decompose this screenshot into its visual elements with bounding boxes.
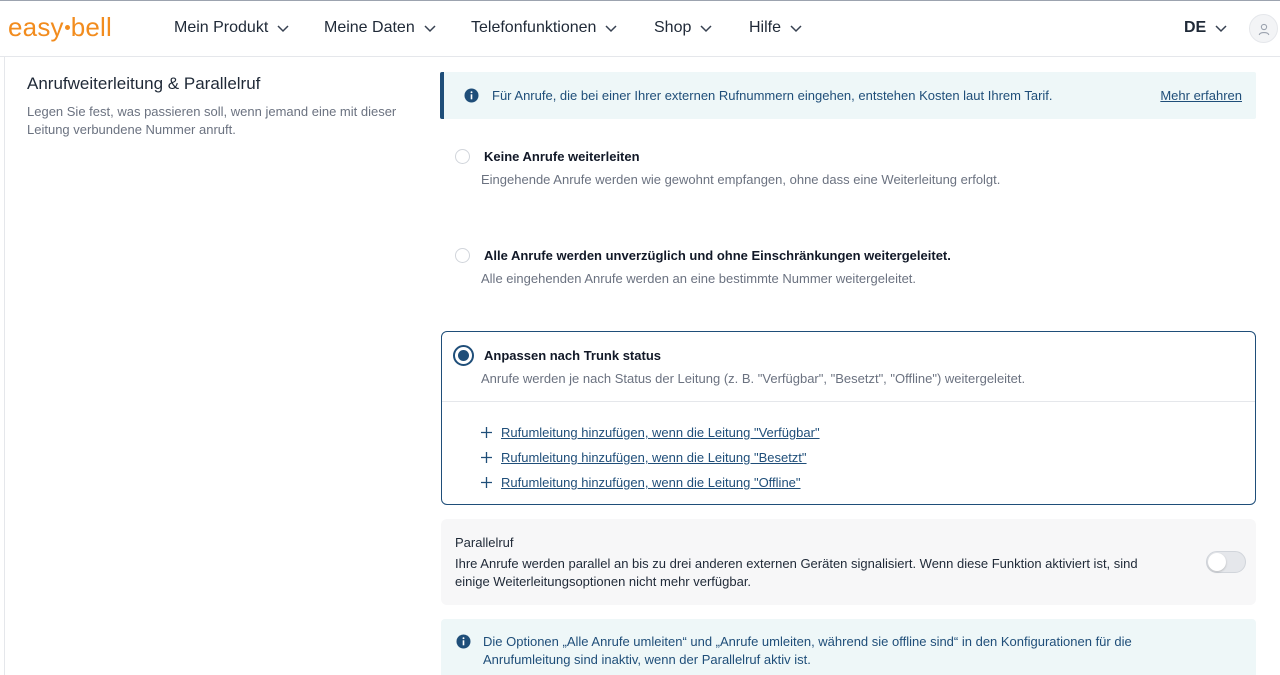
nav-hilfe[interactable] [749,19,803,37]
nav-mein-produkt[interactable] [174,19,290,37]
user-avatar[interactable] [1249,14,1278,43]
logo-text-bell: bell [70,12,113,42]
parallelruf-toggle[interactable] [1206,551,1246,573]
user-icon [1257,22,1271,36]
language-selector[interactable] [1184,19,1228,37]
nav-label: Telefonfunktionen [471,19,597,36]
chevron-down-icon [604,21,618,35]
parallelruf-info-banner [441,619,1256,675]
cost-info-banner [440,72,1256,119]
parallelruf-title: Parallelruf [455,535,514,550]
nav-label: Hilfe [749,19,782,36]
radio-keine-weiterleitung[interactable] [455,149,470,164]
nav-meine-daten[interactable] [324,19,437,37]
header [0,1,1280,57]
plus-icon [480,426,493,439]
option-title: Anpassen nach Trunk status [484,348,661,363]
radio-selected-dot [458,350,469,361]
option-description: Anrufe werden je nach Status der Leitung (z. B. "Verfügbar", "Besetzt", "Offline") weitergeleitet. [481,371,1026,386]
section-title: Anrufweiterleitung & Parallelruf [27,74,261,93]
nav-label: Mein Produkt [174,19,269,36]
add-forward-link[interactable]: Rufumleitung hinzufügen, wenn die Leitung "Verfügbar" [501,425,820,440]
divider [442,401,1255,402]
logo-text-easy: easy [8,12,64,42]
logo[interactable] [8,13,112,41]
toggle-knob [1208,553,1226,571]
chevron-down-icon [423,21,437,35]
logo-dot [65,25,70,30]
option-title: Alle Anrufe werden unverzüglich und ohne Einschränkungen weitergeleitet. [484,248,951,263]
add-forward-offline[interactable] [480,475,801,490]
add-forward-link[interactable]: Rufumleitung hinzufügen, wenn die Leitung "Besetzt" [501,450,807,465]
radio-trunk-status[interactable] [453,345,474,366]
chevron-down-icon [276,21,290,35]
nav-label: Meine Daten [324,19,415,36]
add-forward-link[interactable]: Rufumleitung hinzufügen, wenn die Leitung "Offline" [501,475,801,490]
option-description: Alle eingehenden Anrufe werden an eine bestimmte Nummer weitergeleitet. [481,271,917,286]
add-forward-verfuegbar[interactable] [480,425,820,440]
chevron-down-icon [1214,21,1228,35]
option-title: Keine Anrufe weiterleiten [484,149,640,164]
info-banner-text: Für Anrufe, die bei einer Ihrer externen Rufnummern eingehen, entstehen Kosten laut Ihrem Tarif. [492,88,1053,103]
mehr-erfahren-link[interactable]: Mehr erfahren [1160,88,1242,103]
info-icon [456,634,471,649]
chevron-down-icon [789,21,803,35]
nav-telefonfunktionen[interactable] [471,19,618,37]
nav-shop[interactable] [654,19,713,37]
nav-label: Shop [654,19,692,36]
option-description: Eingehende Anrufe werden wie gewohnt empfangen, ohne dass eine Weiterleitung erfolgt. [481,172,1001,187]
parallelruf-card [441,519,1256,605]
add-forward-besetzt[interactable] [480,450,807,465]
plus-icon [480,451,493,464]
plus-icon [480,476,493,489]
trunk-status-option-box [441,331,1256,505]
chevron-down-icon [699,21,713,35]
language-label: DE [1184,19,1207,36]
left-border [4,57,5,675]
parallelruf-description: Ihre Anrufe werden parallel an bis zu drei anderen externen Geräten signalisiert. Wenn diese Funktion aktiviert ist, sind einige Weiterleitungsoptionen nicht mehr verfügbar. [455,556,1138,589]
info-bottom-text: Die Optionen „Alle Anrufe umleiten“ und „Anrufe umleiten, während sie offline sind“ in den Konfigurationen für die Anrufumleitung sind inaktiv, wenn der Parallelruf aktiv ist. [483,634,1132,667]
radio-alle-weiterleiten[interactable] [455,248,470,263]
info-icon [464,88,479,103]
section-description: Legen Sie fest, was passieren soll, wenn jemand eine mit dieser Leitung verbundene Nummer anruft. [27,104,397,137]
